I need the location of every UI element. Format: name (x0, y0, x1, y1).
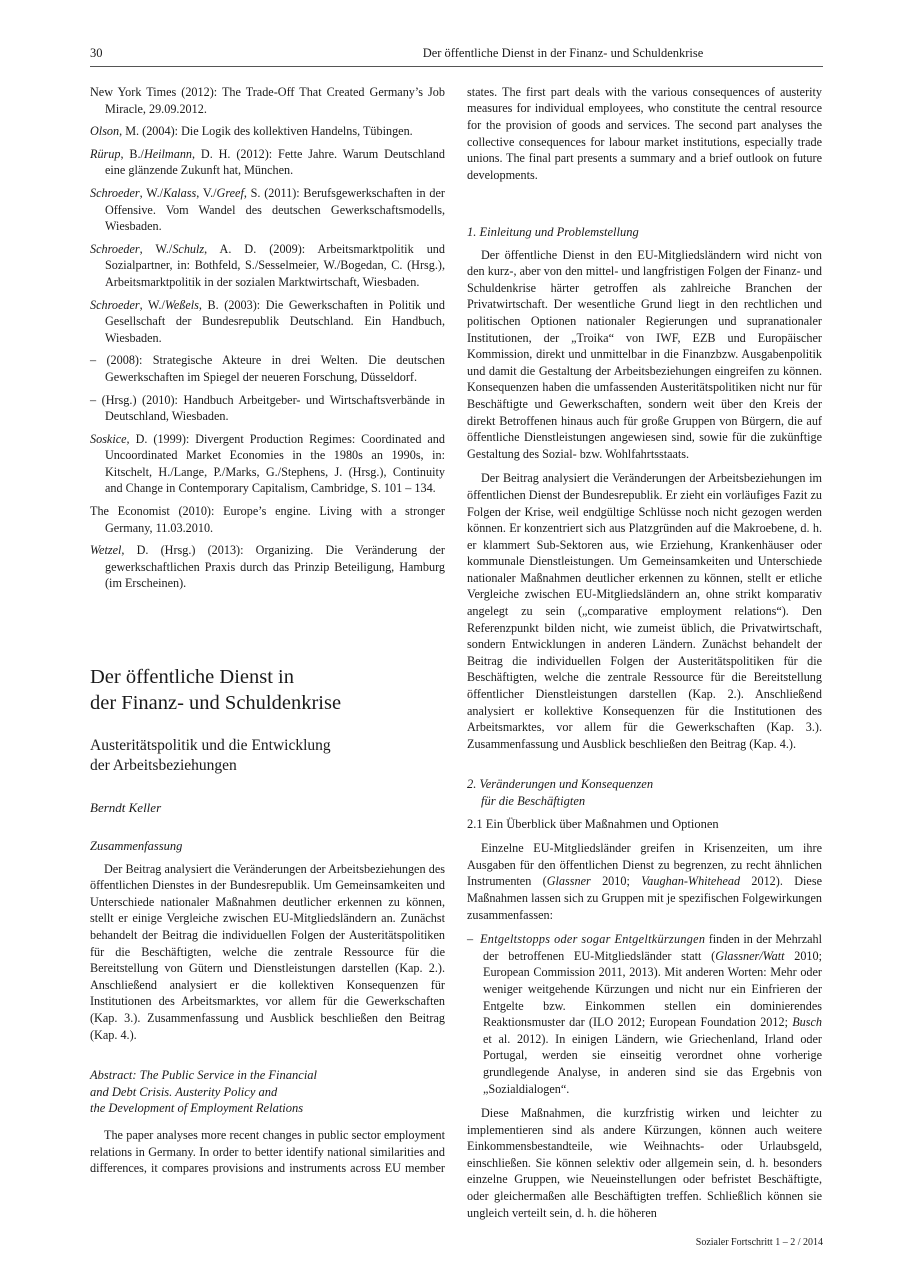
bullet-item: – Entgeltstopps oder sogar Entgeltkürzungen finden in der Mehrzahl der betroffenen EU-Mitgliedsländer statt (Glassner/Watt 2010; European Commission 2011, 2013). Mit anderen Worten: Mehr oder weniger weitgehende Kürzungen und nicht nur ein Einfrieren der Entgelte bzw. Einkommen stellen ein dominierendes Reaktionsmuster dar (ILO 2012; European Foundation 2012; Busch et al. 2012). In einigen Ländern, wie Griechenland, Irland oder Portugal, werden sie einseitig verordnet ohne vorherige grundlegende Analyse, in anderen sind sie das Ergebnis von „Sozialdialogen“. (467, 932, 823, 1096)
summary-text: Der Beitrag analysiert die Veränderungen der Arbeitsbeziehungen des öffentlichen Dienstes in der Bundesrepublik. Um Gemeinsamkeiten und Unterschiede nationaler Maßnahmen deutlicher erkennen zu können, stellt er einige Vergleiche zwischen EU-Mitgliedsländern an. Zunächst behandelt der Beitrag die individuellen Folgen der Austeritätspolitiken für die Beschäftigten, welche die zentrale Ressource für die Bereitstellung von Gütern und Dienstleistungen darstellen (Kap. 2.). Anschließend analysiert er die kollektiven Konsequenzen für Institutionen des Arbeitsmarktes, vor allem für die Gewerkschaften (Kap. 3.). Zusammenfassung und Ausblick beschließen den Beitrag (Kap. 4.). (90, 861, 445, 1042)
article-author: Berndt Keller (90, 800, 162, 816)
section-2-1-paragraph: Einzelne EU-Mitgliedsländer greifen in Krisenzeiten, um ihre Ausgaben für den öffentlichen Dienst zu begrenzen, zu recht ähnlichen Instrumenten (Glassner 2010; Vaughan-Whitehead 2012). Diese Maßnahmen lassen sich zu Gruppen mit je spezifischen Folgewirkungen zusammenfassen: (467, 841, 822, 922)
right-column (467, 84, 822, 1229)
reference-item: – (2008): Strategische Akteure in drei Welten. Die deutschen Gewerkschaften im Spiegel der neueren Forschung, Düsseldorf. (90, 353, 445, 384)
reference-item: The Economist (2010): Europe’s engine. Living with a stronger Germany, 11.03.2010. (90, 504, 445, 535)
left-column (90, 84, 445, 1185)
reference-item: – (Hrsg.) (2010): Handbuch Arbeitgeber- und Wirtschaftsverbände in Deutschland, Wiesbaden. (90, 392, 445, 424)
page-number: 30 (90, 46, 103, 60)
section-1-heading: 1. Einleitung und Problemstellung (467, 225, 639, 239)
reference-item: Soskice, D. (1999): Divergent Production Regimes: Coordinated and Uncoordinated Market Economies in the 1980s an 1990s, in: Kitschelt, H./Lange, P./Marks, G./Stephens, J. (Hrsg.), Continuity and Change in Contemporary Capitalism, Cambridge, S. 101 – 134. (90, 431, 445, 496)
reference-item: Olson, M. (2004): Die Logik des kollektiven Handelns, Tübingen. (90, 124, 413, 139)
reference-item: Schroeder, W./Weßels, B. (2003): Die Gewerkschaften in Politik und Gesellschaft der Bundesrepublik Deutschland. Ein Handbuch, Wiesbaden. (90, 297, 445, 345)
abstract-text: The paper analyses more recent changes in public sector employment relations in Germany. In order to better identify national similarities and differences, it compares provisions and instruments across EU member (90, 1127, 445, 1176)
abstract-overflow-text: states. The first part deals with the various consequences of austerity measures for individual employees, who constitute the central resource for the provision of goods and services. The second part analyses the collective consequences for labour market institutions, especially trade unions. The final part presents a summary and a brief outlook on future developments. (467, 84, 822, 182)
article-subtitle: Austeritätspolitik und die Entwicklung der Arbeitsbeziehungen (90, 737, 331, 775)
reference-list (90, 84, 445, 592)
abstract-continuation (467, 84, 822, 200)
reference-item: Rürup, B./Heilmann, D. H. (2012): Fette Jahre. Warum Deutschland eine glänzende Zukunft hat, München. (90, 146, 445, 178)
reference-item: Wetzel, D. (Hrsg.) (2013): Organizing. Die Veränderung der gewerkschaftlichen Praxis durch das Prinzip Beteiligung, Hamburg (im Erscheinen). (90, 543, 445, 591)
reference-item: Schroeder, W./Schulz, A. D. (2009): Arbeitsmarktpolitik und Sozialpartner, in: Bothfeld, S./Sesselmeier, W./Bogedan, C. (Hrsg.), Arbeitsmarktpolitik in der sozialen Marktwirtschaft, Wiesbaden. (90, 241, 445, 289)
running-title: Der öffentliche Dienst in der Finanz- und Schuldenkrise (422, 46, 704, 60)
reference-item: Schroeder, W./Kalass, V./Greef, S. (2011): Berufsgewerkschaften in der Offensive. Vom Wandel des deutschen Gewerkschaftsmodells, Wiesbaden. (90, 185, 445, 234)
journal-footer: Sozialer Fortschritt 1 – 2 / 2014 (695, 1237, 823, 1248)
running-header (90, 46, 823, 68)
section-2-1-heading: 2.1 Ein Überblick über Maßnahmen und Optionen (467, 816, 719, 831)
header-rule (90, 66, 823, 67)
section-2-heading: 2. Veränderungen und Konsequenzen für die Beschäftigten (467, 777, 654, 808)
section-1-paragraph: Der öffentliche Dienst in den EU-Mitgliedsländern wird nicht von den kurz-, aber von den mittel- und langfristigen Folgen der Finanz- und Schuldenkrise härter getroffen als zahlreiche Branchen der Privatwirtschaft. Der wesentliche Grund liegt in den rechtlichen und politischen Optionen nationaler Regierungen und supranationaler Institutionen, der „Troika“ von IWF, EZB und Europäischer Kommission, direkt und unmittelbar in die Finanzbzw. Ausgabenpolitik und damit die Gestaltung der Arbeitsbeziehungen eingreifen zu können. Konsequenzen haben die umfassenden Austeritätspolitiken nicht nur für Beschäftigte und Gewerkschaften, sondern weit über den Kreis der direkt Betroffenen hinaus auch für große Gruppen von Bürgern, die auf öffentliche Dienstleistungen angewiesen sind, sowie für die zukünftige Gestaltung des Sozial- bzw. Wohlfahrtsstaats. (467, 247, 822, 461)
section-2-1-paragraph: Diese Maßnahmen, die kurzfristig wirken und leichter zu implementieren sind als andere Kürzungen, können auch weitere Einkommensbestandteile, wie Weihnachts- oder Urlaubsgeld, einschließen. Sie können selektiv oder allgemein sein, d. h. besonders einzelne Gruppen, wie Neueinstellungen oder befristet Beschäftigte, oder gleichermaßen alle Beschäftigten treffen. Schließlich können sie ungleich verteilt sein, d. h. die höheren (467, 1106, 822, 1220)
reference-item: New York Times (2012): The Trade-Off That Created Germany’s Job Miracle, 29.09.2012. (90, 85, 445, 116)
article-title: Der öffentliche Dienst in der Finanz- und Schuldenkrise (90, 666, 342, 715)
abstract-heading: Abstract: The Public Service in the Financial and Debt Crisis. Austerity Policy and the Development of Employment Relations (90, 1068, 318, 1116)
section-1-paragraph: Der Beitrag analysiert die Veränderungen der Arbeitsbeziehungen im öffentlichen Dienst der Bundesrepublik. Er zieht ein vorläufiges Fazit zu Folgen der Krise, weil endgültige Schlüsse noch nicht gezogen werden können. Er konzentriert sich aus Platzgründen auf die Makroebene, d. h. er klammert Sub-Sektoren aus, wie Erziehung, Krankenhäuser oder kommunale Dienstleistungen. Um Gemeinsamkeiten und Unterschiede nationaler Maßnahmen deutlicher erkennen zu können, stellt er etliche Vergleiche zwischen EU-Mitgliedsländern an, ohne strikt komparativ angelegt zu sein („comparative employment relations“). Den Referenzpunkt bilden nicht, wie zumeist üblich, die Privatwirtschaft, sondern Entwicklungen in anderen Ländern. Zunächst behandelt der Beitrag die individuellen Folgen der Austeritätspolitiken für die Beschäftigten, welche die zentrale Ressource für die Bereitstellung öffentlicher Dienstleistungen darstellen (Kap. 2.). Anschließend analysiert er kollektive Konsequenzen für die Institutionen des Arbeitsmarktes, vor allem für die Gewerkschaften (Kap. 3.). Zusammenfassung und Ausblick beschließen den Beitrag (Kap. 4.). (467, 471, 822, 751)
summary-heading: Zusammenfassung (90, 839, 183, 854)
